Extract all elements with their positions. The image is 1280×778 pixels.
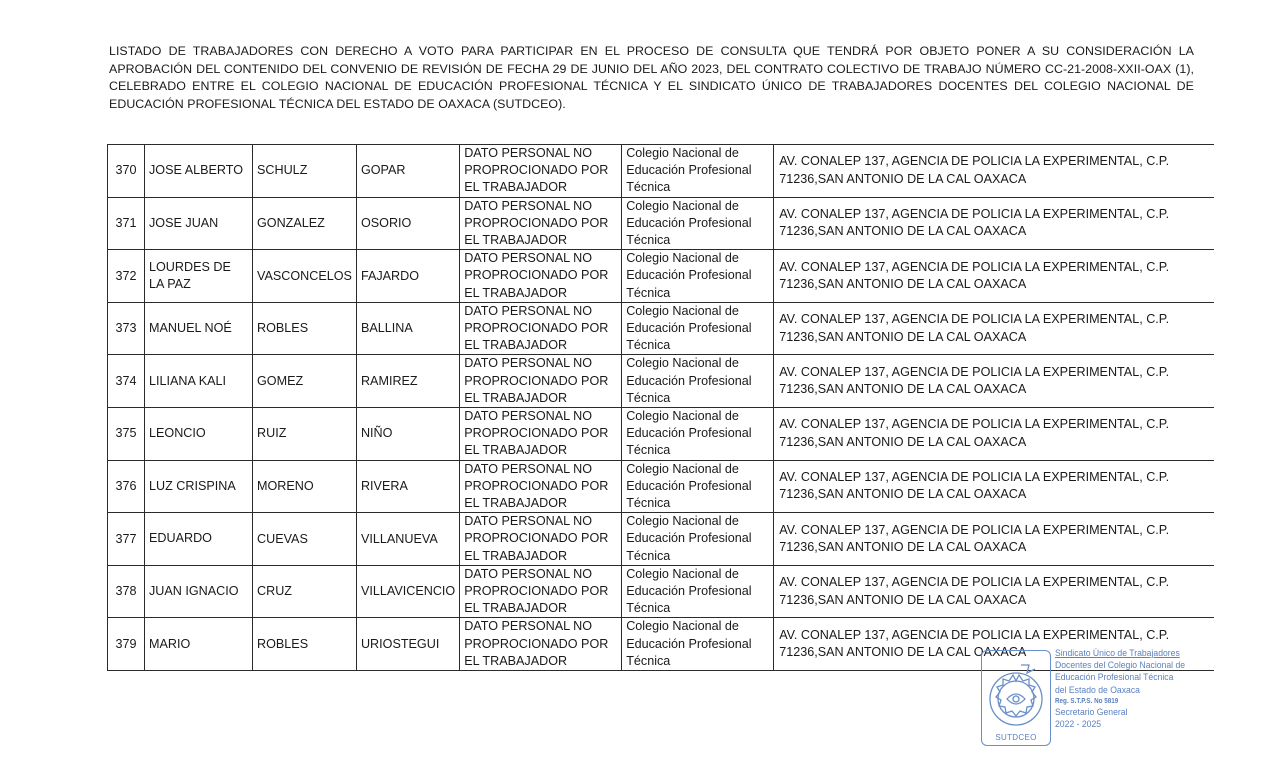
cell-institution: Colegio Nacional de Educación Profesional Técnica [622,565,774,618]
cell-institution: Colegio Nacional de Educación Profesional Técnica [622,355,774,408]
cell-address: AV. CONALEP 137, AGENCIA DE POLICIA LA EXPERIMENTAL, C.P. 71236,SAN ANTONIO DE LA CAL OAXACA [774,197,1214,250]
seal-label: SUTDCEO [995,733,1037,742]
stamp-period: 2022 - 2025 [1055,719,1102,731]
cell-first-name: JUAN IGNACIO [145,565,253,618]
cell-first-name: JOSE JUAN [145,197,253,250]
cell-number: 370 [108,145,145,198]
cell-first-name: MANUEL NOÉ [145,302,253,355]
table-row [108,565,1214,618]
cell-maternal-surname: OSORIO [356,197,459,250]
cell-paternal-surname: SCHULZ [253,145,357,198]
cell-institution: Colegio Nacional de Educación Profesional Técnica [622,145,774,198]
cell-maternal-surname: GOPAR [356,145,459,198]
cell-personal-data: DATO PERSONAL NO PROPROCIONADO POR EL TRABAJADOR [460,302,622,355]
table-body [108,145,1214,671]
cell-institution: Colegio Nacional de Educación Profesional Técnica [622,250,774,303]
cell-first-name: LUZ CRISPINA [145,460,253,513]
cell-address: AV. CONALEP 137, AGENCIA DE POLICIA LA EXPERIMENTAL, C.P. 71236,SAN ANTONIO DE LA CAL OAXACA [774,145,1214,198]
cell-address: AV. CONALEP 137, AGENCIA DE POLICIA LA EXPERIMENTAL, C.P. 71236,SAN ANTONIO DE LA CAL OAXACA [774,618,1214,671]
cell-maternal-surname: URIOSTEGUI [356,618,459,671]
cell-institution: Colegio Nacional de Educación Profesional Técnica [622,460,774,513]
union-seal-icon [985,659,1047,735]
cell-institution: Colegio Nacional de Educación Profesional Técnica [622,302,774,355]
cell-paternal-surname: GONZALEZ [253,197,357,250]
cell-first-name: EDUARDO [145,513,253,566]
cell-institution: Colegio Nacional de Educación Profesional Técnica [622,618,774,671]
cell-first-name: JOSE ALBERTO [145,145,253,198]
cell-paternal-surname: CUEVAS [253,513,357,566]
cell-address: AV. CONALEP 137, AGENCIA DE POLICIA LA EXPERIMENTAL, C.P. 71236,SAN ANTONIO DE LA CAL OAXACA [774,355,1214,408]
union-seal [981,650,1051,746]
cell-first-name: LEONCIO [145,408,253,461]
cell-address: AV. CONALEP 137, AGENCIA DE POLICIA LA EXPERIMENTAL, C.P. 71236,SAN ANTONIO DE LA CAL OAXACA [774,565,1214,618]
cell-personal-data: DATO PERSONAL NO PROPROCIONADO POR EL TRABAJADOR [460,355,622,408]
cell-paternal-surname: ROBLES [253,302,357,355]
cell-personal-data: DATO PERSONAL NO PROPROCIONADO POR EL TRABAJADOR [460,565,622,618]
stamp-line-1: Sindicato Único de Trabajadores [1055,648,1180,659]
cell-first-name: LILIANA KALI [145,355,253,408]
cell-maternal-surname: BALLINA [356,302,459,355]
cell-number: 373 [108,302,145,355]
table-row [108,302,1214,355]
table-row [108,408,1214,461]
cell-number: 377 [108,513,145,566]
cell-number: 371 [108,197,145,250]
stamp-line-3: Educación Profesional Técnica [1055,672,1174,684]
document-header: LISTADO DE TRABAJADORES CON DERECHO A VOTO PARA PARTICIPAR EN EL PROCESO DE CONSULTA QUE TENDRÁ POR OBJETO PONER A SU CONSIDERACIÓN LA APROBACIÓN DEL CONTENIDO DEL CONVENIO DE REVISIÓN DE FECHA 29 DE JUNIO DEL AÑO 2023, DEL CONTRATO COLECTIVO DE TRABAJO NÚMERO CC-21-2008-XXII-OAX (1), CELEBRADO ENTRE EL COLEGIO NACIONAL DE EDUCACIÓN PROFESIONAL TÉCNICA Y EL SINDICATO ÚNICO DE TRABAJADORES DOCENTES DEL COLEGIO NACIONAL DE EDUCACIÓN PROFESIONAL TÉCNICA DEL ESTADO DE OAXACA (SUTDCEO). [109,44,1194,111]
cell-institution: Colegio Nacional de Educación Profesional Técnica [622,408,774,461]
cell-number: 379 [108,618,145,671]
cell-address: AV. CONALEP 137, AGENCIA DE POLICIA LA EXPERIMENTAL, C.P. 71236,SAN ANTONIO DE LA CAL OAXACA [774,513,1214,566]
cell-maternal-surname: RAMIREZ [356,355,459,408]
cell-address: AV. CONALEP 137, AGENCIA DE POLICIA LA EXPERIMENTAL, C.P. 71236,SAN ANTONIO DE LA CAL OAXACA [774,460,1214,513]
cell-number: 372 [108,250,145,303]
cell-personal-data: DATO PERSONAL NO PROPROCIONADO POR EL TRABAJADOR [460,618,622,671]
cell-maternal-surname: FAJARDO [356,250,459,303]
cell-paternal-surname: GOMEZ [253,355,357,408]
cell-number: 375 [108,408,145,461]
stamp-text [1055,648,1186,731]
cell-personal-data: DATO PERSONAL NO PROPROCIONADO POR EL TRABAJADOR [460,513,622,566]
cell-paternal-surname: VASCONCELOS [253,250,357,303]
cell-number: 376 [108,460,145,513]
cell-personal-data: DATO PERSONAL NO PROPROCIONADO POR EL TRABAJADOR [460,408,622,461]
table-row [108,355,1214,408]
cell-personal-data: DATO PERSONAL NO PROPROCIONADO POR EL TRABAJADOR [460,460,622,513]
union-stamp [981,648,1196,750]
stamp-line-4: del Estado de Oaxaca [1055,684,1140,696]
cell-personal-data: DATO PERSONAL NO PROPROCIONADO POR EL TRABAJADOR [460,250,622,303]
cell-institution: Colegio Nacional de Educación Profesional Técnica [622,197,774,250]
cell-personal-data: DATO PERSONAL NO PROPROCIONADO POR EL TRABAJADOR [460,197,622,250]
table-row [108,513,1214,566]
cell-maternal-surname: VILLAVICENCIO [356,565,459,618]
cell-maternal-surname: VILLANUEVA [356,513,459,566]
cell-paternal-surname: CRUZ [253,565,357,618]
cell-address: AV. CONALEP 137, AGENCIA DE POLICIA LA EXPERIMENTAL, C.P. 71236,SAN ANTONIO DE LA CAL OAXACA [774,408,1214,461]
table-row [108,250,1214,303]
cell-paternal-surname: ROBLES [253,618,357,671]
table-row [108,460,1214,513]
table-row [108,197,1214,250]
cell-address: AV. CONALEP 137, AGENCIA DE POLICIA LA EXPERIMENTAL, C.P. 71236,SAN ANTONIO DE LA CAL OAXACA [774,250,1214,303]
cell-first-name: MARIO [145,618,253,671]
cell-paternal-surname: MORENO [253,460,357,513]
cell-address: AV. CONALEP 137, AGENCIA DE POLICIA LA EXPERIMENTAL, C.P. 71236,SAN ANTONIO DE LA CAL OAXACA [774,302,1214,355]
cell-institution: Colegio Nacional de Educación Profesional Técnica [622,513,774,566]
stamp-role: Secretario General [1055,706,1128,718]
stamp-line-2: Docentes del Colegio Nacional de [1055,660,1186,672]
stamp-registration: Reg. S.T.P.S. No 5819 [1055,697,1119,705]
workers-table [107,144,1214,671]
cell-number: 374 [108,355,145,408]
table-row [108,145,1214,198]
cell-paternal-surname: RUIZ [253,408,357,461]
cell-personal-data: DATO PERSONAL NO PROPROCIONADO POR EL TRABAJADOR [460,145,622,198]
cell-first-name: LOURDES DE LA PAZ [145,250,253,303]
cell-maternal-surname: NIÑO [356,408,459,461]
cell-number: 378 [108,565,145,618]
cell-maternal-surname: RIVERA [356,460,459,513]
